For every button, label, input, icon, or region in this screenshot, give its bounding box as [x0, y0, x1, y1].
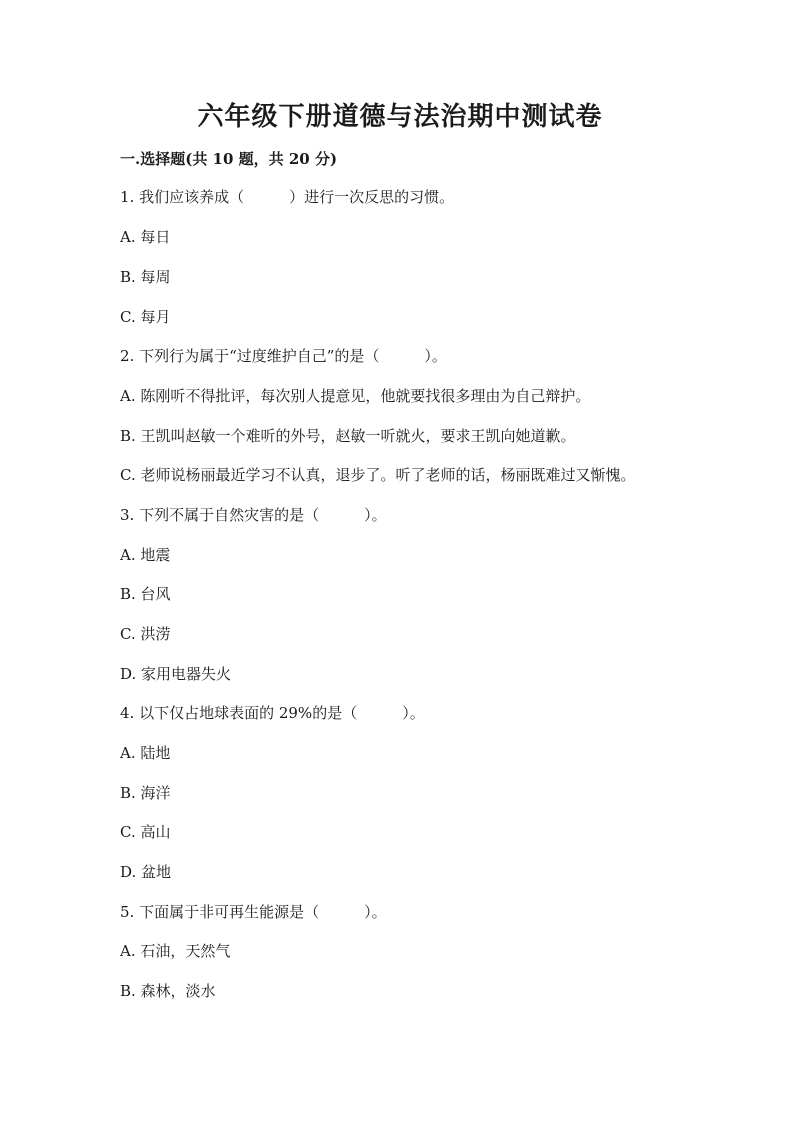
- question-option: A. 石油，天然气: [120, 942, 231, 960]
- question-option: B. 台风: [120, 585, 171, 603]
- question-option: C. 高山: [120, 823, 171, 841]
- question-option: C. 每月: [120, 308, 171, 326]
- question-option: D. 家用电器失火: [120, 665, 232, 683]
- question-option: B. 王凯叫赵敏一个难听的外号，赵敏一听就火，要求王凯向她道歉。: [120, 427, 576, 445]
- question-option: A. 地震: [120, 546, 171, 564]
- question-stem: 3. 下列不属于自然灾害的是（ ）。: [120, 506, 387, 524]
- question-stem: 1. 我们应该养成（ ）进行一次反思的习惯。: [120, 188, 455, 206]
- question-option: C. 老师说杨丽最近学习不认真，退步了。听了老师的话，杨丽既难过又惭愧。: [120, 466, 636, 484]
- question-option: C. 洪涝: [120, 625, 171, 643]
- question-option: B. 海洋: [120, 784, 171, 802]
- question-option: A. 每日: [120, 228, 171, 246]
- question-option: B. 森林，淡水: [120, 982, 216, 1000]
- question-stem: 5. 下面属于非可再生能源是（ ）。: [120, 903, 387, 921]
- question-option: D. 盆地: [120, 863, 172, 881]
- question-option: A. 陈刚听不得批评，每次别人提意见，他就要找很多理由为自己辩护。: [120, 387, 591, 405]
- section-heading: 一.选择题(共 10 题，共 20 分): [120, 150, 338, 168]
- question-option: A. 陆地: [120, 744, 171, 762]
- question-stem: 2. 下列行为属于“过度维护自己”的是（ ）。: [120, 347, 447, 365]
- question-option: B. 每周: [120, 268, 171, 286]
- page-title: 六年级下册道德与法治期中测试卷: [197, 102, 603, 132]
- question-stem: 4. 以下仅占地球表面的 29%的是（ ）。: [120, 704, 425, 722]
